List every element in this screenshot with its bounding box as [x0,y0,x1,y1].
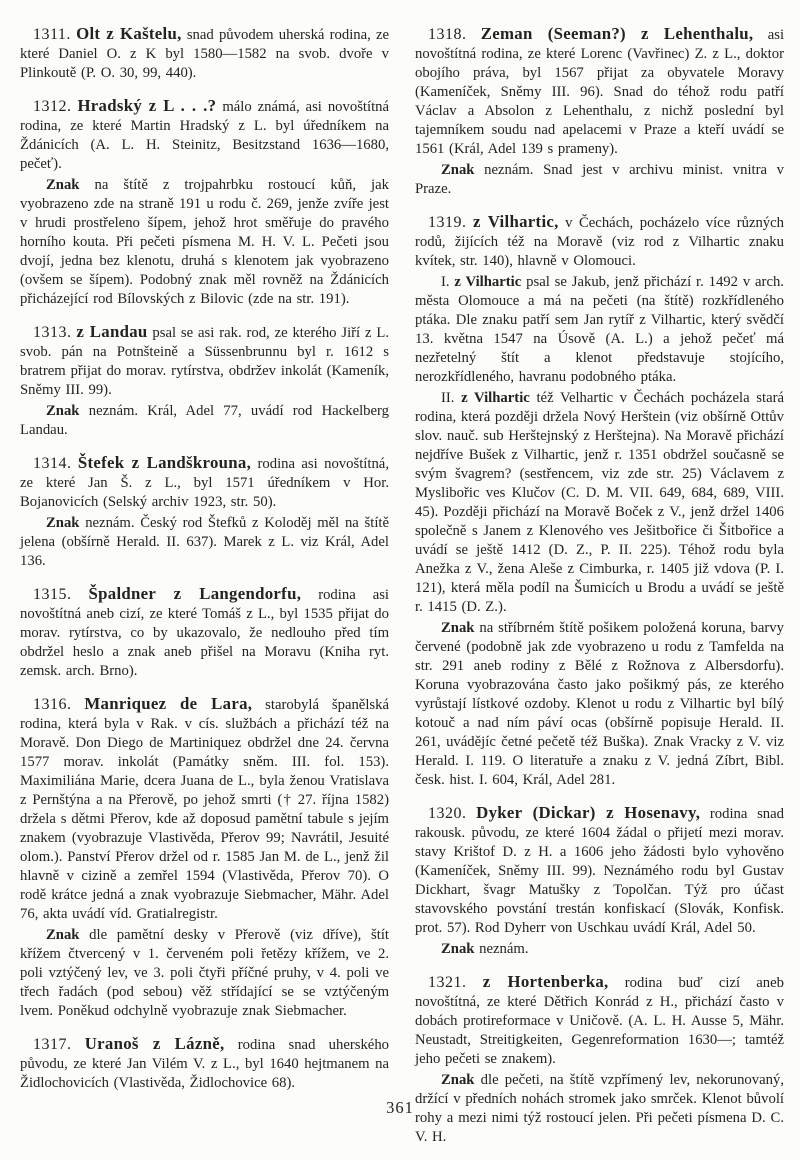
paragraph-prefix: I. [441,274,455,290]
entry-number: 1313. [33,324,72,341]
paragraph-lead: Znak [46,927,80,943]
entry-heading [20,1034,389,1093]
paragraph-text: na štítě z trojpahrbku rostoucí kůň, jak vyobrazeno zde na straně 191 u rodu č. 269, jenže zvíře jest v hrudi prostřeleno šípem, jehož hrot směřuje do pravého horního kouta. Při pečeti písmena M. H. V. L. Pečeti jsou dvojí, jedna bez klenotu, druhá s klenotem jak vyobrazeno (ovšem se šípem). Podobný znak měl rovněž na Ždánicích přicházející rod Bílovských z Bilovic (zde na str. 191). [20,177,389,307]
entry-1313 [20,322,389,440]
paragraph-lead: Znak [441,1072,475,1088]
entry-heading [415,24,784,159]
entry-number: 1315. [33,586,72,603]
entry-number: 1311. [33,26,71,43]
entry-paragraph [415,273,784,387]
entry-intro: starobylá španělská rodina, která byla v Rak. v cís. službách a přichází též na Moravě. Don Diego de Martiniquez obdržel dne 24. června 1577 morav. inkolát (Památky sněm. III. fol. 153). Maximiliána Marie, dcera Juana de L., byla ženou Vratislava z Pernštýna a na Přerově, po jehož smrti († 27. října 1582) držela s dětmi Přerov, kde až doposud pamětní tabule s jejím znakem (vyobrazuje Vlastivěda, Přerov 99; Navrátil, Jesuité olom.). Panství Přerov držel od r. 1585 Jan M. de L., jenž žil hlavně v cizině a zemřel 1594 (Vlastivěda, Přerov 70). O rodě krátce jedná a znak vyobrazuje Siebmacher, Mähr. Adel 76, akta uvádí víd. Gratialregistr. [20,697,389,922]
entry-name: Štefek z Landškrouna, [77,453,252,472]
entry-intro: rodina asi novoštítná aneb cizí, ze které Tomáš z L., byl 1535 přijat do morav. rytírstva, co by ukazovalo, že nedlouho před tím obdržel heslo a znak aneb přišel na Moravu (Kniha ryt. zemsk. arch. Brno). [20,587,390,679]
entry-intro: snad původem uherská rodina, ze které Daniel O. z K byl 1580—1582 na svob. dvoře v Plinkoutě (P. O. 30, 99, 440). [20,27,390,81]
entry-heading [20,24,389,83]
entry-number: 1312. [33,98,72,115]
entry-heading [20,694,389,924]
entry-number: 1320. [428,805,467,822]
entry-intro: psal se asi rak. rod, ze kterého Jiří z L. svob. pán na Potnšteině a Süssenbrunnu byl r. 1612 s bratrem přijat do morav. rytírstva, obdržev inkolát (Kameník, Sněmy III. 99). [20,325,389,398]
column-left [20,24,389,1160]
entry-number: 1314. [33,455,72,472]
paragraph-lead: z Vilhartic [454,274,522,290]
paragraph-lead: Znak [441,620,475,636]
paragraph-text: na stříbrném štítě pošikem položená koruna, barvy červené (podobně jak zde vyobrazeno u rodu z Tamfelda na str. 291 aneb rodiny z Bělé z Rožnova z Albersdorfu). Koruna vyobrazována často jako pošikmý pás, ze kterého vyrůstají lístkové ozdoby. Klenot u rodu z Vilhartic byl bílý kotouč a nad ním páví ocas (obšírně popisuje Herald. II. 261, uvádějíc četné pečetě též Buška). Znak Vracky z V. viz Herald. I. 119. O literatuře a znaku z V. jedná Zíbrt, Bibl. česk. hist. I. 604, Král, Adel 281. [415,620,784,788]
entry-intro: asi novoštítná rodina, ze které Lorenc (Vavřinec) Z. z L., doktor obojího práva, byl 1567 přijat za obyvatele Moravy (Kameníček, Sněmy III. 96). Snad do téhož rodu patří Václav a Absolon z Lehenthalu, z nichž poslední byl tajemníkem soudu nad apelacemi v Praze a kteří uvádí se 1561 (Král, Adel 139 s prameny). [415,27,785,157]
entry-1315 [20,584,389,681]
entry-heading [20,584,389,681]
entry-name: z Landau [76,322,148,341]
entry-heading [20,96,389,174]
entry-paragraph [415,940,784,959]
paragraph-lead: Znak [46,515,80,531]
entry-intro: rodina buď cizí aneb novoštítná, ze které Dětřich Konrád z H., přichází často v dobách protireformace v Uničově. (A. L. H. Ausse 5, Mähr. Neustadt, Streitigkeiten, Gegenreformation 1630—; tamtéž jeho pečeti se znakem). [415,975,784,1067]
entry-name: Špaldner z Langendorfu, [88,584,302,603]
paragraph-prefix: II. [441,390,462,406]
entry-paragraph [415,619,784,790]
entry-1318 [415,24,784,199]
entry-paragraph [415,389,784,617]
entry-1314 [20,453,389,571]
paragraph-text: psal se Jakub, jenž přichází r. 1492 v arch. města Olomouce a má na pečeti (na štítě) rozkřídleného ptáka. Dle znaku patří sem Jan rytíř z Vilhartic, který svědčí 13. května 1547 na Úsově (A. L.) a jehož pečeť má nezřetelný štít a klenot představuje stojícího, nerozkřídleného, havranu podobného ptáka. [415,274,784,385]
paragraph-lead: Znak [441,941,475,957]
entry-1317 [20,1034,389,1093]
entry-name: Olt z Kaštelu, [76,24,182,43]
paragraph-text: neznám. [474,941,529,957]
entry-number: 1319. [428,214,467,231]
entry-heading [20,453,389,512]
entry-paragraph [415,161,784,199]
entry-name: z Hortenberka, [482,972,609,991]
entry-intro: v Čechách, pocházelo více různých rodů, žijících též na Moravě (viz rod z Vilhartic znaku kvítek, str. 140), hlavně v Olomouci. [415,215,785,269]
entry-number: 1317. [33,1036,72,1053]
entry-name: Dyker (Dickar) z Hosenavy, [476,803,701,822]
paragraph-text: dle pečeti, na štítě vzpřímený lev, nekorunovaný, držící v předních nohách stromek jako smrček. Klenot bůvolí rohy a mezi nimi týž rostoucí jelen. Při pečeti písmena D. C. V. H. [415,1072,784,1145]
paragraph-lead: Znak [46,403,80,419]
entry-intro: rodina asi novoštítná, ze které Jan Š. z L., byl 1571 úředníkem v Hor. Bojanovicích (Selský archiv 1923, str. 50). [20,456,389,510]
paragraph-text: dle pamětní desky v Přerově (viz dříve), štít křížem čtvercený v 1. červeném poli řetězy křížem, ve 2. poli vztýčený lev, ve 3. poli čtyři příčné pruhy, v 4. poli ve třech řadách (pod sebou) věž střídající se se vztýčeným lvem. Poněkud odchylně vyobrazuje znak Siebmacher. [20,927,389,1019]
entry-intro: málo známá, asi novoštítná rodina, ze které Martin Hradský z L. byl úředníkem na Ždánicích (A. L. H. Steinitz, Besitzstand 1636—1680, pečeť). [20,99,390,172]
entry-1319 [415,212,784,790]
page-number: 361 [386,1098,414,1117]
paragraph-text: též Velhartic v Čechách pocházela stará rodina, která později držela Nový Herštein (viz obšírně Ottův slov. nauč. sub Herštejnský z Herštejna). Na Moravě přichází nejdříve Bušek z Vilhartic, jenž r. 1351 obdržel současně se svým švagrem? (sestřencem, viz zde str. 25) Václavem z Myslibořic ves Klučov (C. D. M. VII. 649, 684, 689, VIII. 45). Později přichází na Moravě Boček z V., jenž držel 1406 společně s Janem z Klenového ves Ješitbořice či Šitbořice a uvádí se ještě 1412 (D. Z., P. II. 225). Téhož rodu byla Anežka z V., žena Aleše z Cimburka, r. 1405 již vdova (P. I. 121), která měla podíl na Šumicích u Brodu a uvádí se ještě r. 1415 (D. Z.). [415,390,784,615]
entry-number: 1316. [33,696,72,713]
entry-name: Uranoš z Lázně, [84,1034,225,1053]
entry-paragraph [20,402,389,440]
entry-paragraph [20,926,389,1021]
entry-1320 [415,803,784,959]
paragraph-lead: Znak [441,162,475,178]
entry-number: 1318. [428,26,467,43]
entry-1312 [20,96,389,309]
entry-1316 [20,694,389,1021]
entry-paragraph [20,176,389,309]
entry-name: Hradský z L . . .? [77,96,217,115]
entry-heading [415,803,784,938]
paragraph-text: neznám. Král, Adel 77, uvádí rod Hackelberg Landau. [20,403,389,438]
paragraph-text: neznám. Český rod Štefků z Koloděj měl na štítě jelena (obšírně Herald. II. 637). Marek z L. viz Král, Adel 136. [20,515,389,569]
entry-intro: rodina snad uherského původu, ze které Jan Vilém V. z L., byl 1640 hejtmanem na Židlochovicích (Vlastivěda, Židlochovice 68). [20,1037,390,1091]
column-right [415,24,784,1160]
two-column-text-block [20,24,784,1160]
entry-name: z Vilhartic, [473,212,559,231]
entry-heading [415,212,784,271]
entry-name: Zeman (Seeman?) z Lehenthalu, [480,24,754,43]
paragraph-lead: Znak [46,177,80,193]
entry-intro: rodina snad rakousk. původu, ze které 1604 žádal o přijetí mezi morav. stavy Krištof D. z H. a 1606 jeho žádosti bylo vyhověno (Kameníček, Sněmy III. 99). Neznámého rodu byl Gustav Dickhart, švagr Matušky z Topolčan. Týž pro účast stavovského povstání trestán konfiskací (Slovák, Konfisk. prot. 57). Rod Dyherr von Uschkau uvádí Král, Adel 50. [415,806,785,936]
entry-1321 [415,972,784,1147]
entry-name: Manriquez de Lara, [84,694,253,713]
paragraph-text: neznám. Snad jest v archivu minist. vnitra v Praze. [415,162,784,197]
paragraph-lead: z Vilhartic [461,390,530,406]
entry-1311 [20,24,389,83]
entry-heading [20,322,389,400]
entry-number: 1321. [428,974,467,991]
entry-heading [415,972,784,1069]
entry-paragraph [20,514,389,571]
